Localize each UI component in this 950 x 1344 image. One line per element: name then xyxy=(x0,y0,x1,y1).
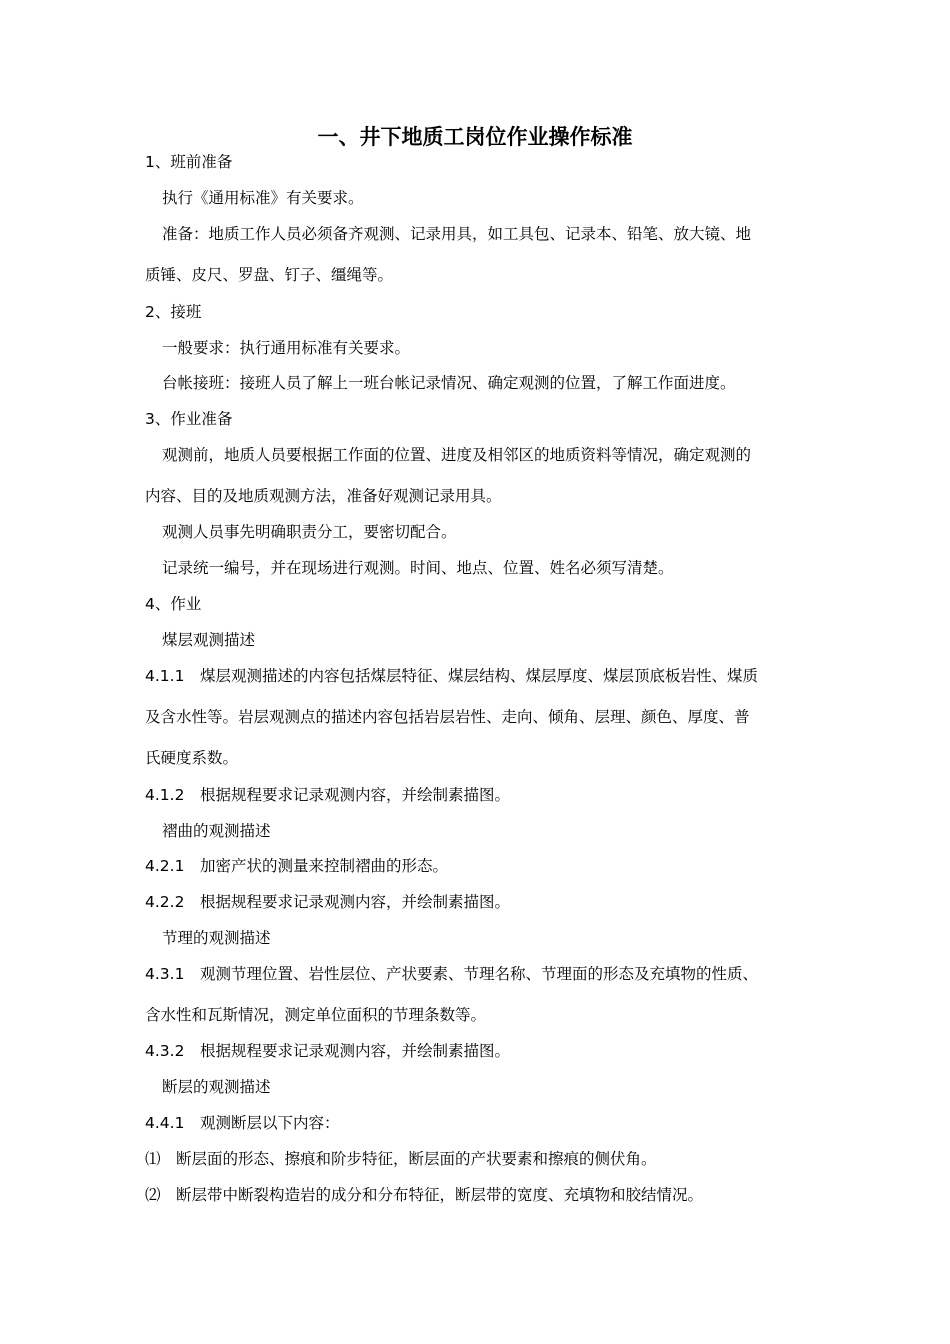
subsection-heading: 节理的观测描述 xyxy=(162,929,271,947)
document-title: 一、井下地质工岗位作业操作标准 xyxy=(317,125,633,149)
clause-4-1-2: 4.1.2 根据规程要求记录观测内容，并绘制素描图。 xyxy=(145,786,510,804)
paragraph-line: 及含水性等。岩层观测点的描述内容包括岩层岩性、走向、倾角、层理、颜色、厚度、普 xyxy=(145,708,750,726)
clause-4-2-1: 4.2.1 加密产状的测量来控制褶曲的形态。 xyxy=(145,857,448,875)
paragraph-line: 一般要求：执行通用标准有关要求。 xyxy=(162,339,411,357)
paragraph-line: 质锤、皮尺、罗盘、钉子、缰绳等。 xyxy=(145,266,394,284)
list-item-1: ⑴ 断层面的形态、擦痕和阶步特征，断层面的产状要素和擦痕的侧伏角。 xyxy=(145,1150,657,1168)
paragraph-line: 记录统一编号，并在现场进行观测。时间、地点、位置、姓名必须写清楚。 xyxy=(162,559,674,577)
paragraph-line: 内容、目的及地质观测方法，准备好观测记录用具。 xyxy=(145,487,502,505)
clause-4-3-1: 4.3.1 观测节理位置、岩性层位、产状要素、节理名称、节理面的形态及充填物的性质、 xyxy=(145,965,758,983)
section-heading-3: 3、作业准备 xyxy=(145,410,233,428)
section-heading-2: 2、接班 xyxy=(145,303,202,321)
list-item-2: ⑵ 断层带中断裂构造岩的成分和分布特征，断层带的宽度、充填物和胶结情况。 xyxy=(145,1186,704,1204)
clause-4-2-2: 4.2.2 根据规程要求记录观测内容，并绘制素描图。 xyxy=(145,893,510,911)
paragraph-line: 观测前，地质人员要根据工作面的位置、进度及相邻区的地质资料等情况，确定观测的 xyxy=(162,446,752,464)
section-heading-1: 1、班前准备 xyxy=(145,153,233,171)
paragraph-line: 台帐接班：接班人员了解上一班台帐记录情况、确定观测的位置，了解工作面进度。 xyxy=(162,374,736,392)
clause-4-4-1: 4.4.1 观测断层以下内容： xyxy=(145,1114,340,1132)
paragraph-line: 准备：地质工作人员必须备齐观测、记录用具，如工具包、记录本、铅笔、放大镜、地 xyxy=(162,225,752,243)
clause-4-1-1: 4.1.1 煤层观测描述的内容包括煤层特征、煤层结构、煤层厚度、煤层顶底板岩性、煤质 xyxy=(145,667,758,685)
paragraph-line: 观测人员事先明确职责分工，要密切配合。 xyxy=(162,523,457,541)
paragraph-line: 氏硬度系数。 xyxy=(145,749,239,767)
subsection-heading: 煤层观测描述 xyxy=(162,631,256,649)
subsection-heading: 褶曲的观测描述 xyxy=(162,822,271,840)
section-heading-4: 4、作业 xyxy=(145,595,202,613)
paragraph-line: 含水性和瓦斯情况，测定单位面积的节理条数等。 xyxy=(145,1006,487,1024)
subsection-heading: 断层的观测描述 xyxy=(162,1078,271,1096)
paragraph-line: 执行《通用标准》有关要求。 xyxy=(162,189,364,207)
clause-4-3-2: 4.3.2 根据规程要求记录观测内容，并绘制素描图。 xyxy=(145,1042,510,1060)
